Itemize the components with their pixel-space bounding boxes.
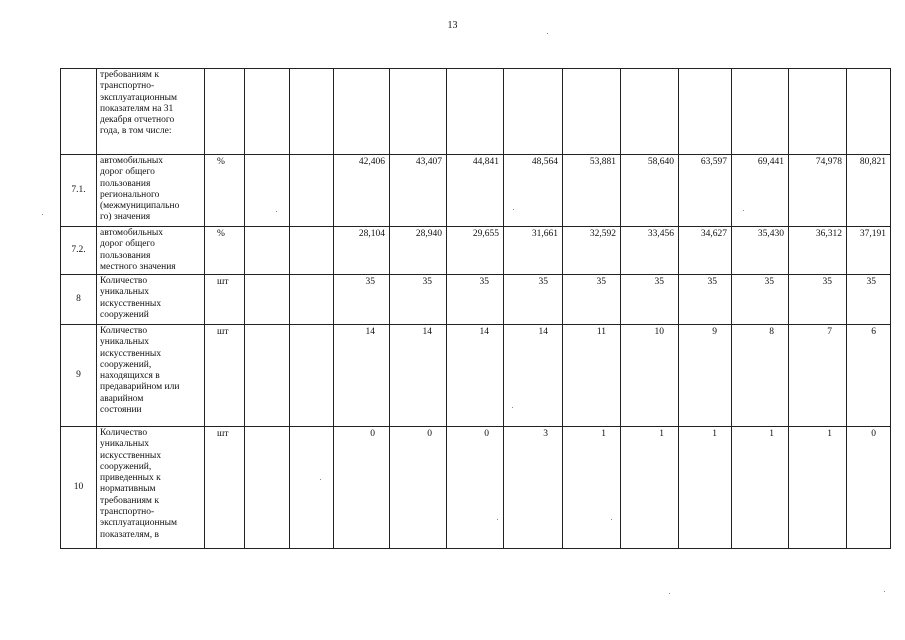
value-cell: 35: [789, 275, 847, 325]
value-cell: 1: [732, 427, 789, 549]
value-cell: 43,407: [390, 155, 447, 227]
indicator-cell: [97, 227, 205, 275]
row-number-cell: 7.1.: [61, 155, 97, 227]
row-number-cell: 9: [61, 325, 97, 427]
blank-cell: [245, 325, 290, 427]
row-number-cell: 8: [61, 275, 97, 325]
value-cell: 58,640: [621, 155, 679, 227]
value-cell: 69,441: [732, 155, 789, 227]
value-cell: [621, 69, 679, 155]
indicator-label: Количество уникальных искусственных сооружений: [100, 276, 162, 320]
indicator-label: автомобильных дорог общего пользования регионального (межмуниципально го) значения: [100, 156, 180, 223]
value-cell: [789, 69, 847, 155]
indicator-label: требованиям к транспортно- эксплуатационным показателям на 31 декабря отчетного года, в том числе:: [100, 70, 178, 137]
blank-cell: [290, 227, 334, 275]
value-cell: 8: [732, 325, 789, 427]
value-cell: 42,406: [334, 155, 390, 227]
value-cell: 53,881: [563, 155, 621, 227]
blank-cell: [290, 69, 334, 155]
unit-cell: %: [205, 155, 245, 227]
row-number-cell: 7.2.: [61, 227, 97, 275]
blank-cell: [245, 427, 290, 549]
value-cell: [732, 69, 789, 155]
value-cell: 28,940: [390, 227, 447, 275]
value-cell: 35: [621, 275, 679, 325]
value-cell: [504, 69, 563, 155]
indicator-cell: [97, 69, 205, 155]
value-cell: 35: [504, 275, 563, 325]
unit-cell: шт: [205, 325, 245, 427]
value-cell: 1: [621, 427, 679, 549]
value-cell: [390, 69, 447, 155]
indicators-table: [60, 68, 891, 549]
value-cell: 31,661: [504, 227, 563, 275]
value-cell: 35,430: [732, 227, 789, 275]
value-cell: 80,821: [847, 155, 891, 227]
value-cell: 6: [847, 325, 891, 427]
value-cell: [679, 69, 732, 155]
table-row: [61, 69, 891, 155]
value-cell: 35: [563, 275, 621, 325]
value-cell: 33,456: [621, 227, 679, 275]
value-cell: 0: [390, 427, 447, 549]
value-cell: 0: [847, 427, 891, 549]
value-cell: 48,564: [504, 155, 563, 227]
indicator-cell: [97, 155, 205, 227]
table-row: [61, 155, 891, 227]
row-number-cell: 10: [61, 427, 97, 549]
blank-cell: [290, 275, 334, 325]
value-cell: [334, 69, 390, 155]
value-cell: [847, 69, 891, 155]
indicator-cell: [97, 275, 205, 325]
value-cell: 37,191: [847, 227, 891, 275]
value-cell: 35: [447, 275, 504, 325]
unit-cell: [205, 69, 245, 155]
value-cell: 63,597: [679, 155, 732, 227]
value-cell: 74,978: [789, 155, 847, 227]
value-cell: 1: [563, 427, 621, 549]
blank-cell: [290, 325, 334, 427]
indicator-cell: [97, 427, 205, 549]
indicator-cell: [97, 325, 205, 427]
value-cell: 35: [847, 275, 891, 325]
value-cell: 29,655: [447, 227, 504, 275]
blank-cell: [245, 155, 290, 227]
value-cell: 7: [789, 325, 847, 427]
value-cell: 11: [563, 325, 621, 427]
table-row: [61, 227, 891, 275]
value-cell: 35: [732, 275, 789, 325]
value-cell: 3: [504, 427, 563, 549]
value-cell: 35: [679, 275, 732, 325]
value-cell: 35: [390, 275, 447, 325]
value-cell: 36,312: [789, 227, 847, 275]
indicator-label: Количество уникальных искусственных сооружений, приведенных к нормативным требованиям к транспортно- эксплуатационным показателям, в: [100, 428, 178, 540]
unit-cell: %: [205, 227, 245, 275]
value-cell: 0: [334, 427, 390, 549]
unit-cell: шт: [205, 275, 245, 325]
page-number: 13: [447, 20, 458, 31]
value-cell: [563, 69, 621, 155]
blank-cell: [290, 427, 334, 549]
value-cell: 32,592: [563, 227, 621, 275]
table-row: [61, 325, 891, 427]
value-cell: 14: [390, 325, 447, 427]
value-cell: 14: [447, 325, 504, 427]
value-cell: 28,104: [334, 227, 390, 275]
value-cell: 35: [334, 275, 390, 325]
value-cell: 34,627: [679, 227, 732, 275]
value-cell: 14: [334, 325, 390, 427]
blank-cell: [290, 155, 334, 227]
row-number-cell: [61, 69, 97, 155]
blank-cell: [245, 275, 290, 325]
value-cell: 10: [621, 325, 679, 427]
blank-cell: [245, 227, 290, 275]
value-cell: 1: [679, 427, 732, 549]
value-cell: 14: [504, 325, 563, 427]
indicator-label: автомобильных дорог общего пользования местного значения: [100, 228, 176, 272]
table-row: [61, 275, 891, 325]
unit-cell: шт: [205, 427, 245, 549]
value-cell: 0: [447, 427, 504, 549]
blank-cell: [245, 69, 290, 155]
table-row: [61, 427, 891, 549]
value-cell: 44,841: [447, 155, 504, 227]
value-cell: 9: [679, 325, 732, 427]
value-cell: 1: [789, 427, 847, 549]
indicator-label: Количество уникальных искусственных сооружений, находящихся в предаварийном или аварийном состоянии: [100, 326, 180, 416]
value-cell: [447, 69, 504, 155]
